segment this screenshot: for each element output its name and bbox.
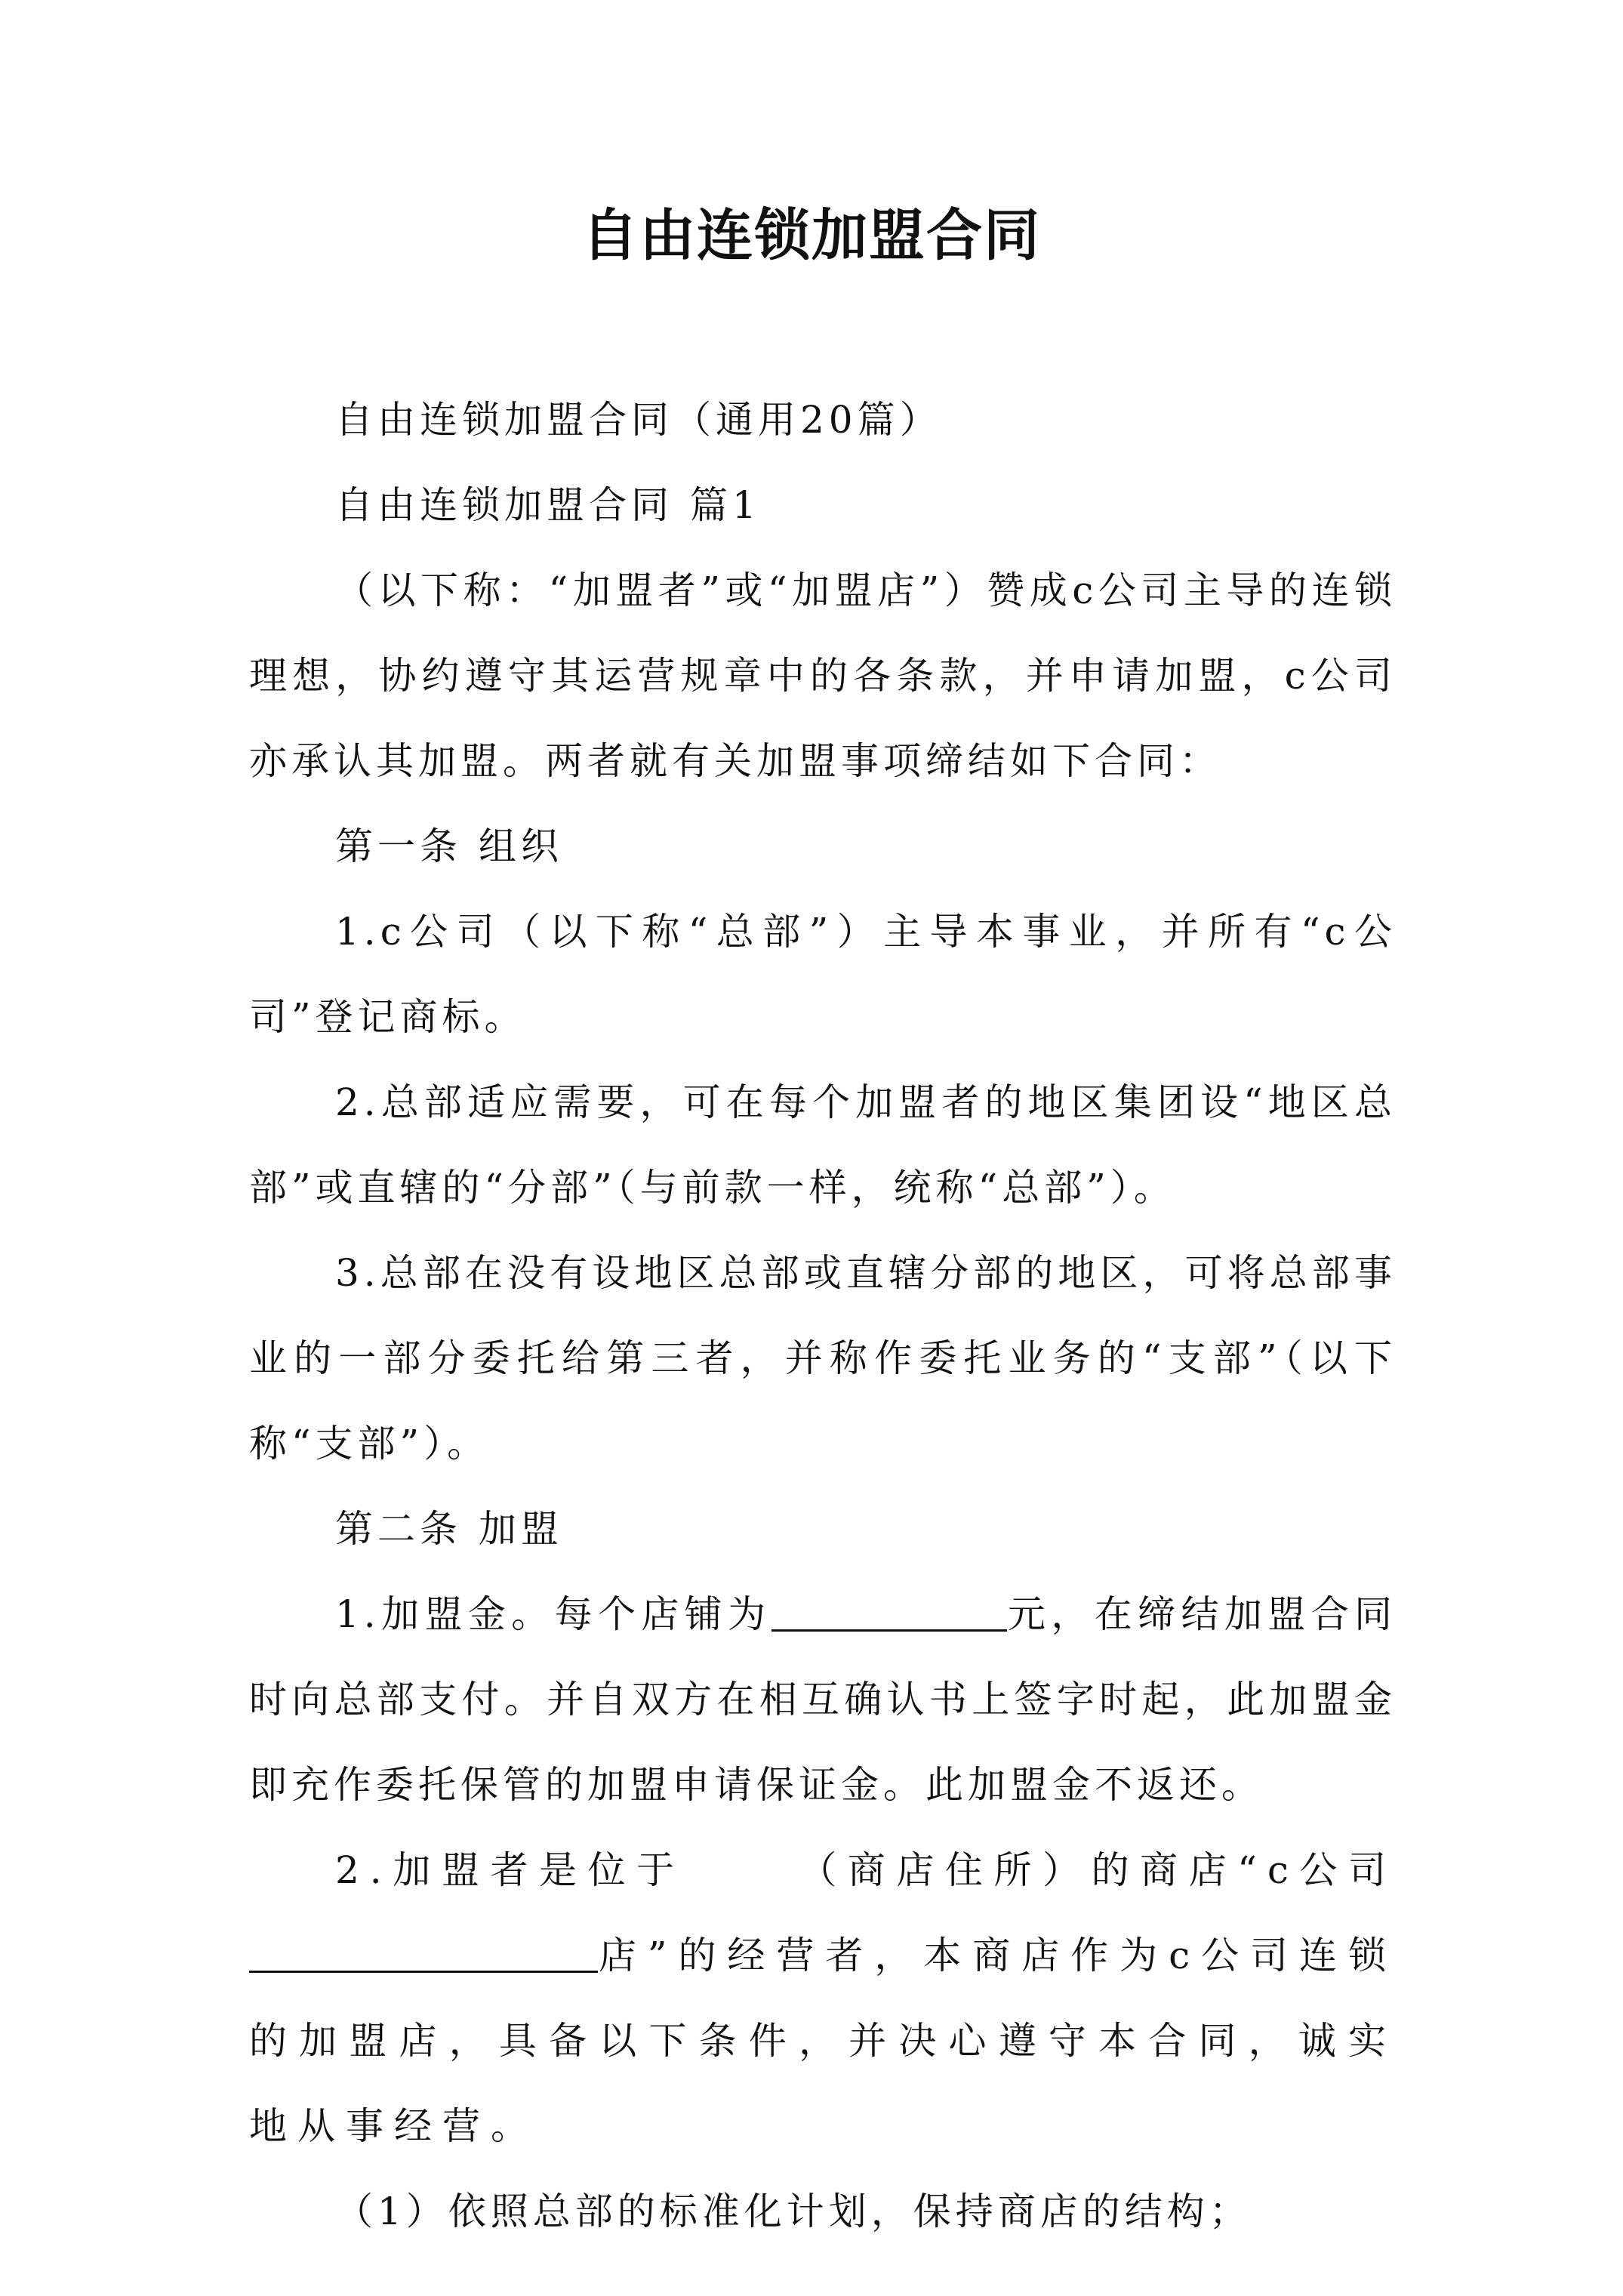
fee-blank: [771, 1590, 1007, 1632]
address-blank: [685, 1848, 799, 1888]
document-body: [249, 378, 1397, 2254]
article1-heading: 第一条 组织: [335, 824, 563, 868]
article1-item2: 2.总部适应需要，可在每个加盟者的地区集团设“地区总部”或直辖的“分部”（与前款一样，统称“总部”）。: [249, 1080, 1397, 1210]
article2-condition-1: （1）依照总部的标准化计划，保持商店的结构；: [335, 2190, 1252, 2233]
store-name-blank: [249, 1931, 598, 1973]
paragraph-section-heading: 自由连锁加盟合同 篇1: [335, 483, 761, 527]
article2-item2: [249, 1828, 1397, 2169]
paragraph-intro: （以下称：“加盟者”或“加盟店”）赞成c公司主导的连锁理想，协约遵守其运营规章中的各条款，并申请加盟，c公司亦承认其加盟。两者就有关加盟事项缔结如下合同：: [249, 569, 1397, 783]
article2-heading: 第二条 加盟: [335, 1507, 563, 1551]
article1-item1: 1.c公司（以下称“总部”）主导本事业，并所有“c公司”登记商标。: [249, 910, 1397, 1039]
article2-item1-text-before: 1.加盟金。每个店铺为: [335, 1592, 771, 1636]
document-title: 自由连锁加盟合同: [582, 203, 1041, 268]
paragraph-subtitle: 自由连锁加盟合同（通用20篇）: [335, 398, 942, 442]
article1-item3: 3.总部在没有设地区总部或直辖分部的地区，可将总部事业的一部分委托给第三者，并称作委托业务的“支部”（以下称“支部”）。: [249, 1251, 1397, 1465]
article2-item2-text-before: 2.加盟者是位于: [335, 1848, 685, 1892]
article2-item1: [249, 1572, 1397, 1828]
article2-item2-text-after: 店”的经营者，本商店作为c公司连锁的加盟店，具备以下条件，并决心遵守本合同，诚实地从事经营。: [249, 1934, 1397, 2148]
article2-item2-text-mid: （商店住所）的商店“c公司: [798, 1848, 1397, 1892]
article2-item1-text-after: 元，在缔结加盟合同时向总部支付。并自双方在相互确认书上签字时起，此加盟金即充作委托保管的加盟申请保证金。此加盟金不返还。: [249, 1592, 1397, 1807]
